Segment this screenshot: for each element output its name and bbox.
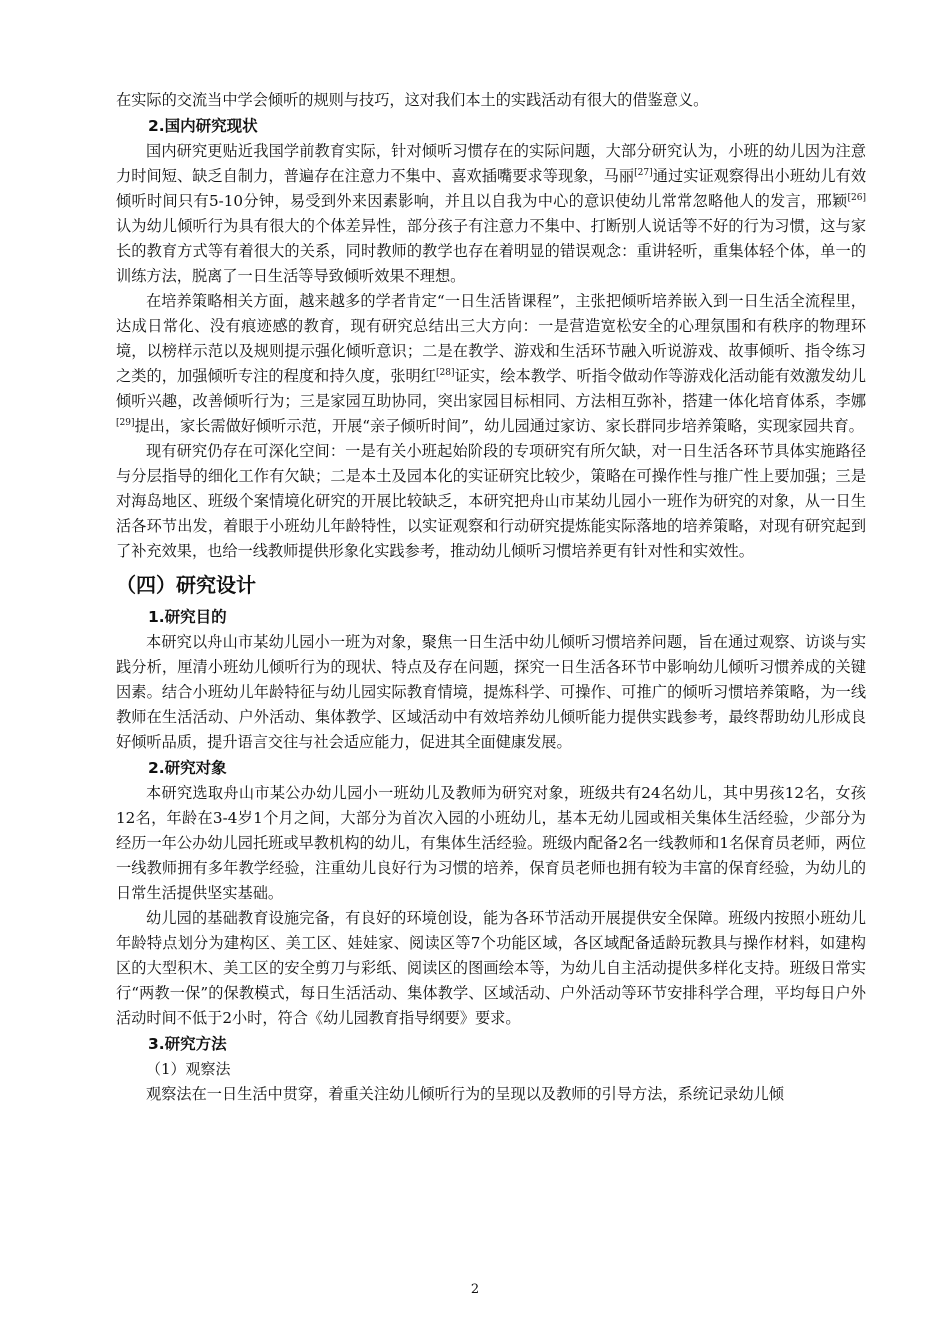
paragraph-domestic-3: 现有研究仍存在可深化空间：一是有关小班起始阶段的专项研究有所欠缺，对一日生活各环节具体实施路径与分层指导的细化工作有欠缺；二是本土及园本化的实证研究比较少，策略在可操作性与推广性上要加强；三是对海岛地区、班级个案情境化研究的开展比较缺乏，本研究把舟山市某幼儿园小一班作为研究的对象，从一日生活各环节出发，着眼于小班幼儿年龄特性，以实证观察和行动研究提炼能实际落地的培养策略，对现有研究起到了补充效果，也给一线教师提供形象化实践参考，推动幼儿倾听习惯培养更有针对性和实效性。 xyxy=(116,442,866,560)
paragraph-text: 提出，家长需做好倾听示范，开展“亲子倾听时间”，幼儿园通过家访、家长群同步培养策略，实现家园共育。 xyxy=(134,417,864,435)
citation-28: [28] xyxy=(436,368,455,378)
heading-research-design: （四）研究设计 xyxy=(116,573,256,597)
paragraph-text: 在培养策略相关方面，越来越多的学者肯定“一日生活皆课程”，主张把倾听培养嵌入到一日生活全流程里，达成日常化、没有痕迹感的教育，现有研究总结出三大方向：一是营造宽松安全的心理氛围和有秩序的物理环境，以榜样示范以及规则提示强化倾听意识；二是在教学、游戏和生活环节融入听说游戏、故事倾听、指令练习之类的，加强倾听专注的程度和持久度，张明红 xyxy=(116,292,866,385)
paragraph-text: 认为幼儿倾听行为具有很大的个体差异性，部分孩子有注意力不集中、打断别人说话等不好的行为习惯，这与家长的教育方式等有着很大的关系，同时教师的教学也存在着明显的错误观念：重讲轻听，重集体轻个体，单一的训练方法，脱离了一日生活等导致倾听效果不理想。 xyxy=(116,217,866,285)
paragraph-domestic-1 xyxy=(116,139,866,289)
paragraph-purpose: 本研究以舟山市某幼儿园小一班为对象，聚焦一日生活中幼儿倾听习惯培养问题，旨在通过观察、访谈与实践分析，厘清小班幼儿倾听行为的现状、特点及存在问题，探究一日生活各环节中影响幼儿倾听习惯养成的关键因素。结合小班幼儿年龄特征与幼儿园实际教育情境，提炼科学、可操作、可推广的倾听习惯培养策略，为一线教师在生活活动、户外活动、集体教学、区域活动中有效培养幼儿倾听能力提供实践参考，最终帮助幼儿形成良好倾听品质，提升语言交往与社会适应能力，促进其全面健康发展。 xyxy=(116,633,866,751)
page-number: 2 xyxy=(470,1282,480,1297)
heading-research-subjects: 2.研究对象 xyxy=(148,759,227,777)
citation-26: [26] xyxy=(847,193,866,203)
page-body xyxy=(116,88,866,1107)
subheading-observation: （1）观察法 xyxy=(146,1060,231,1078)
paragraph-text: 国内研究更贴近我国学前教育实际，针对倾听习惯存在的实际问题，大部分研究认为，小班的幼儿因为注意力时间短、缺乏自制力，普遍存在注意力不集中、喜欢插嘴要求等现象，马丽 xyxy=(116,142,866,185)
paragraph-subjects-2: 幼儿园的基础教育设施完备，有良好的环境创设，能为各环节活动开展提供安全保障。班级内按照小班幼儿年龄特点划分为建构区、美工区、娃娃家、阅读区等7个功能区域，各区域配备适龄玩教具与操作材料，如建构区的大型积木、美工区的安全剪刀与彩纸、阅读区的图画绘本等，为幼儿自主活动提供多样化支持。班级日常实行“两教一保”的保教模式，每日生活活动、集体教学、区域活动、户外活动等环节安排科学合理，平均每日户外活动时间不低于2小时，符合《幼儿园教育指导纲要》要求。 xyxy=(116,909,866,1027)
paragraph-text: 通过实证观察得出小班幼儿有效倾听时间只有5-10分钟，易受到外来因素影响，并且以自我为中心的意识使幼儿常常忽略他人的发言，邢颖 xyxy=(116,167,867,210)
paragraph-observation: 观察法在一日生活中贯穿，着重关注幼儿倾听行为的呈现以及教师的引导方法，系统记录幼儿倾 xyxy=(146,1085,784,1103)
heading-research-methods: 3.研究方法 xyxy=(148,1035,227,1053)
citation-27: [27] xyxy=(634,168,653,178)
citation-29: [29] xyxy=(116,418,135,428)
paragraph-continuation: 在实际的交流当中学会倾听的规则与技巧，这对我们本土的实践活动有很大的借鉴意义。 xyxy=(116,91,709,109)
heading-research-purpose: 1.研究目的 xyxy=(148,608,227,626)
heading-domestic-research: 2.国内研究现状 xyxy=(148,117,258,135)
paragraph-subjects-1: 本研究选取舟山市某公办幼儿园小一班幼儿及教师为研究对象，班级共有24名幼儿，其中男孩12名，女孩12名，年龄在3-4岁1个月之间，大部分为首次入园的小班幼儿，基本无幼儿园或相关集体生活经验，少部分为经历一年公办幼儿园托班或早教机构的幼儿，有集体生活经验。班级内配备2名一线教师和1名保育员老师，两位一线教师拥有多年教学经验，注重幼儿良好行为习惯的培养，保育员老师也拥有较为丰富的保育经验，为幼儿的日常生活提供坚实基础。 xyxy=(116,784,866,902)
paragraph-text: 证实，绘本教学、听指令做动作等游戏化活动能有效激发幼儿倾听兴趣，改善倾听行为；三是家园互助协同，突出家园目标相同、方法相互弥补，搭建一体化培育体系，李娜 xyxy=(116,367,867,410)
paragraph-domestic-2 xyxy=(116,289,866,439)
